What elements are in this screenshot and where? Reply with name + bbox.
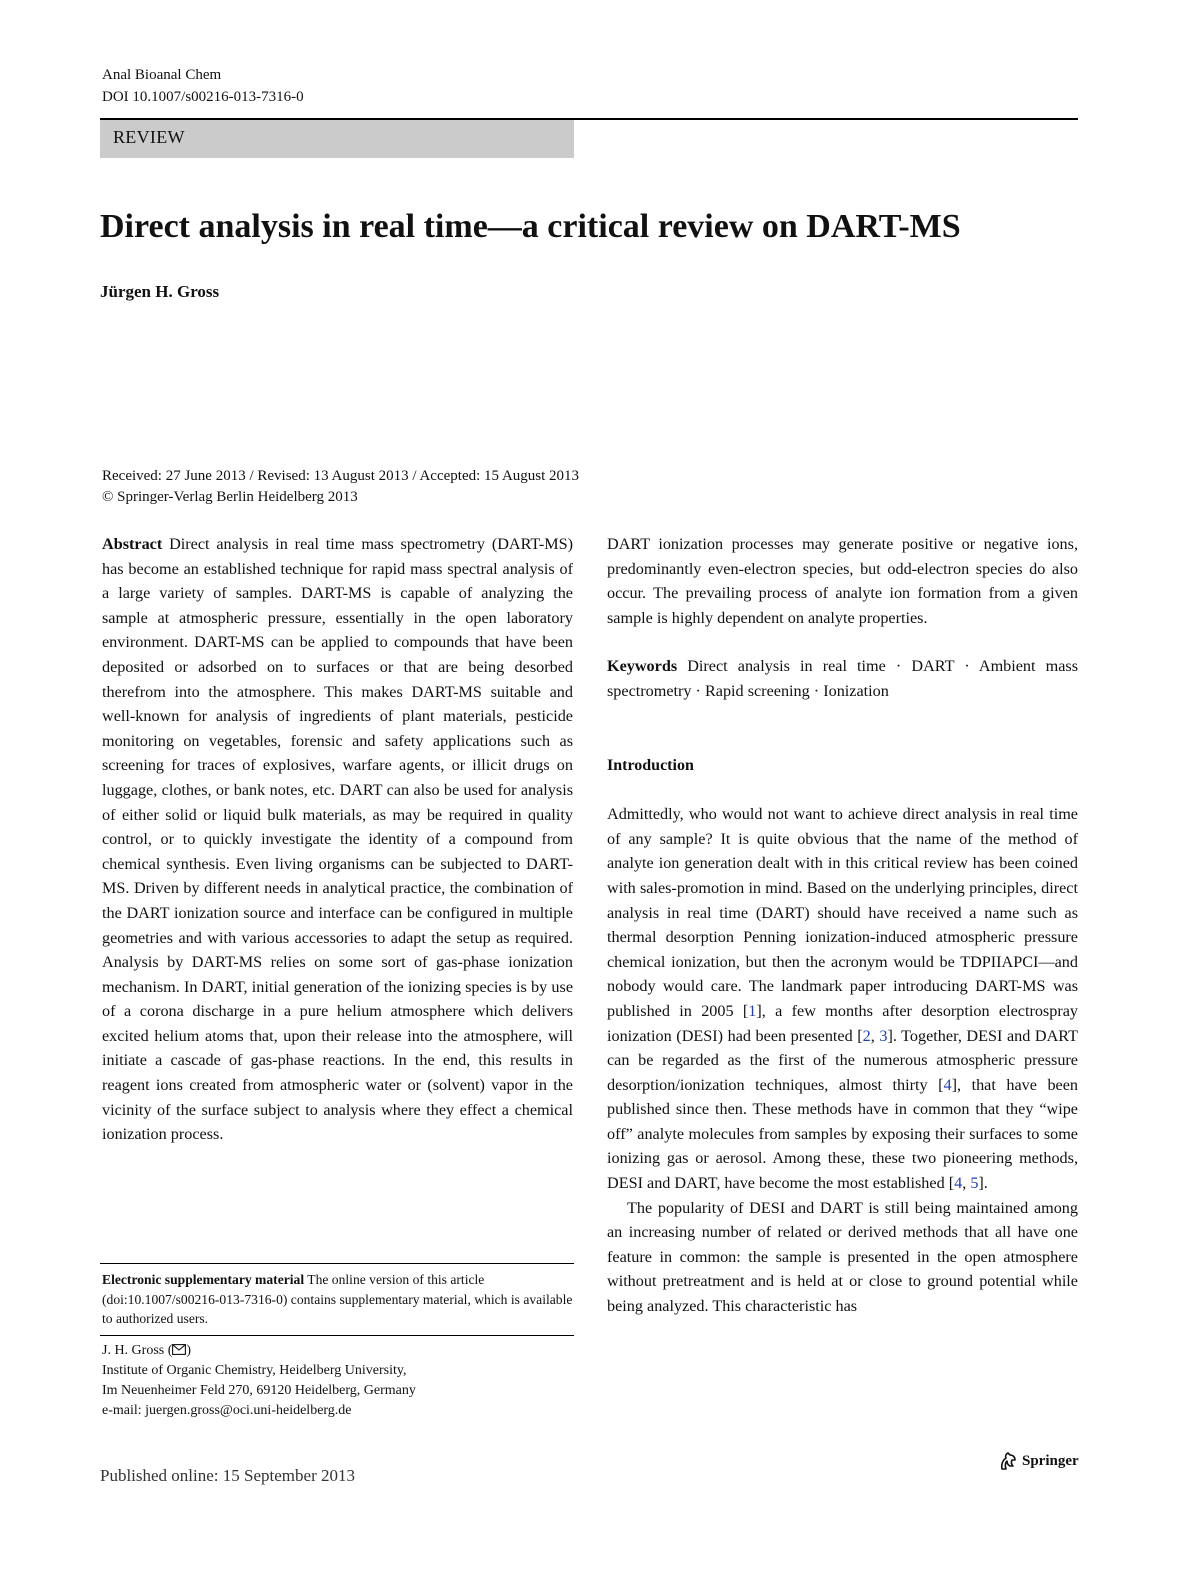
section-label: REVIEW [113, 127, 185, 147]
doi: DOI 10.1007/s00216-013-7316-0 [102, 89, 304, 105]
footnote-rule-2 [100, 1335, 574, 1336]
abstract-text: Direct analysis in real time mass spectrometry (DART-MS) has become an established technique for rapid mass spectral analysis of a large variety of samples. DART-MS is capable of analyzing the sample at atmospheric pressure, essentially in the open laboratory environment. DART-MS can be applied to compounds that have been deposited or adsorbed on to surfaces or that are being desorbed therefrom into the atmosphere. This makes DART-MS suitable and well-known for analysis of ingredients of plant materials, pesticide monitoring on vegetables, forensic and safety applications such as screening for traces of explosives, warfare agents, or illicit drugs on luggage, clothes, or bank notes, etc. DART can also be used for analysis of either solid or liquid bulk materials, as may be required in quality control, or to quickly investigate the identity of a compound from chemical synthesis. Even living organisms can be subjected to DART-MS. Driven by different needs in analytical practice, the combination of the DART ionization source and interface can be configured in multiple geometries and with various accessories to adapt the setup as required. Analysis by DART-MS relies on some sort of gas-phase ionization mechanism. In DART, initial generation of the ionizing species is by use of a corona discharge in a pure helium atmosphere which delivers excited helium atoms that, upon their release into the atmosphere, will initiate a cascade of gas-phase reactions. In the end, this results in reagent ions created from atmospheric water or (solvent) vapor in the vicinity of the surface subject to analysis where they effect a chemical ionization process. [102, 535, 574, 1144]
article-author: Jürgen H. Gross [100, 282, 220, 301]
citation-2[interactable]: 2 [862, 1026, 871, 1045]
journal-name: Anal Bioanal Chem [102, 67, 222, 83]
citation-4[interactable]: 4 [943, 1075, 952, 1094]
abstract-continuation: DART ionization processes may generate positive or negative ions, predominantly even-electron species, but odd-electron species do also occur. The prevailing process of analyte ion formation from a given sample is highly dependent on analyte properties. [607, 535, 1078, 627]
esm-label: Electronic supplementary material [102, 1272, 305, 1287]
journal-header [102, 64, 304, 108]
citation-5[interactable]: 5 [970, 1174, 979, 1193]
spacer [607, 630, 1078, 654]
citation-4b[interactable]: 4 [954, 1174, 963, 1193]
article-title: Direct analysis in real time—a critical review on DART-MS [100, 208, 961, 245]
intro-paragraph-1: Admittedly, who would not want to achieve direct analysis in real time of any sample? It is quite obvious that the name of the method of analyte ion generation dealt with in this critical review has been coined with sales-promotion in mind. Based on the underlying principles, direct analysis in real time (DART) should have received a name such as thermal desorption Penning ionization-induced atmospheric pressure chemical ionization, but then the acronym would be TDPIIAPCI—and nobody would care. The landmark paper introducing DART-MS was published in 2005 [1], a few months after desorption electrospray ionization (DESI) had been presented [2, 3]. Together, DESI and DART can be regarded as the first of the numerous atmospheric pressure desorption/ionization techniques, almost thirty [4], that have been published since then. These methods have in common that they “wipe off” analyte molecules from samples by exposing their surfaces to some ionizing gas or aerosol. Among these, these two pioneering methods, DESI and DART, have become the most established [4, 5]. [607, 805, 1078, 1193]
abstract-column [102, 532, 573, 1147]
article-dates [102, 466, 579, 508]
right-column [607, 532, 1078, 1319]
esm-text: The online version of this article (doi:10.1007/s00216-013-7316-0) contains supplementary material, which is available to authorized users. [102, 1272, 573, 1326]
corresponding-author: J. H. Gross ( ) [102, 1343, 192, 1358]
published-online: Published online: 15 September 2013 [100, 1466, 355, 1485]
keywords-text: Direct analysis in real time · DART · Ambient mass spectrometry · Rapid screening · Ionization [607, 657, 1078, 700]
keywords [607, 654, 1078, 703]
citation-1[interactable]: 1 [748, 1001, 757, 1020]
esm-note [102, 1270, 573, 1329]
publisher-logo [998, 1451, 1079, 1471]
keywords-label: Keywords [607, 657, 678, 676]
envelope-icon [172, 1344, 186, 1355]
copyright-line: © Springer-Verlag Berlin Heidelberg 2013 [102, 489, 358, 505]
affiliation-line-2: Im Neuenheimer Feld 270, 69120 Heidelberg, Germany [102, 1383, 416, 1398]
citation-3[interactable]: 3 [879, 1026, 888, 1045]
affiliation-line-1: Institute of Organic Chemistry, Heidelberg University, [102, 1363, 407, 1378]
author-affiliation [102, 1341, 573, 1421]
publisher-name: Springer [1022, 1452, 1079, 1469]
section-heading-introduction: Introduction [607, 756, 694, 774]
springer-horse-icon [998, 1451, 1018, 1471]
intro-paragraph-2: The popularity of DESI and DART is still being maintained among an increasing number of related or derived methods that all have one feature in common: the sample is presented in the open atmosphere without pretreatment and is held at or close to ground potential while being analyzed. This characteristic has [607, 1198, 1078, 1316]
footnote-rule-1 [100, 1263, 574, 1264]
dates-line: Received: 27 June 2013 / Revised: 13 August 2013 / Accepted: 15 August 2013 [102, 468, 580, 484]
author-email[interactable]: e-mail: juergen.gross@oci.uni-heidelberg.de [102, 1403, 352, 1418]
abstract-label: Abstract [102, 535, 163, 553]
abstract [102, 532, 573, 1147]
